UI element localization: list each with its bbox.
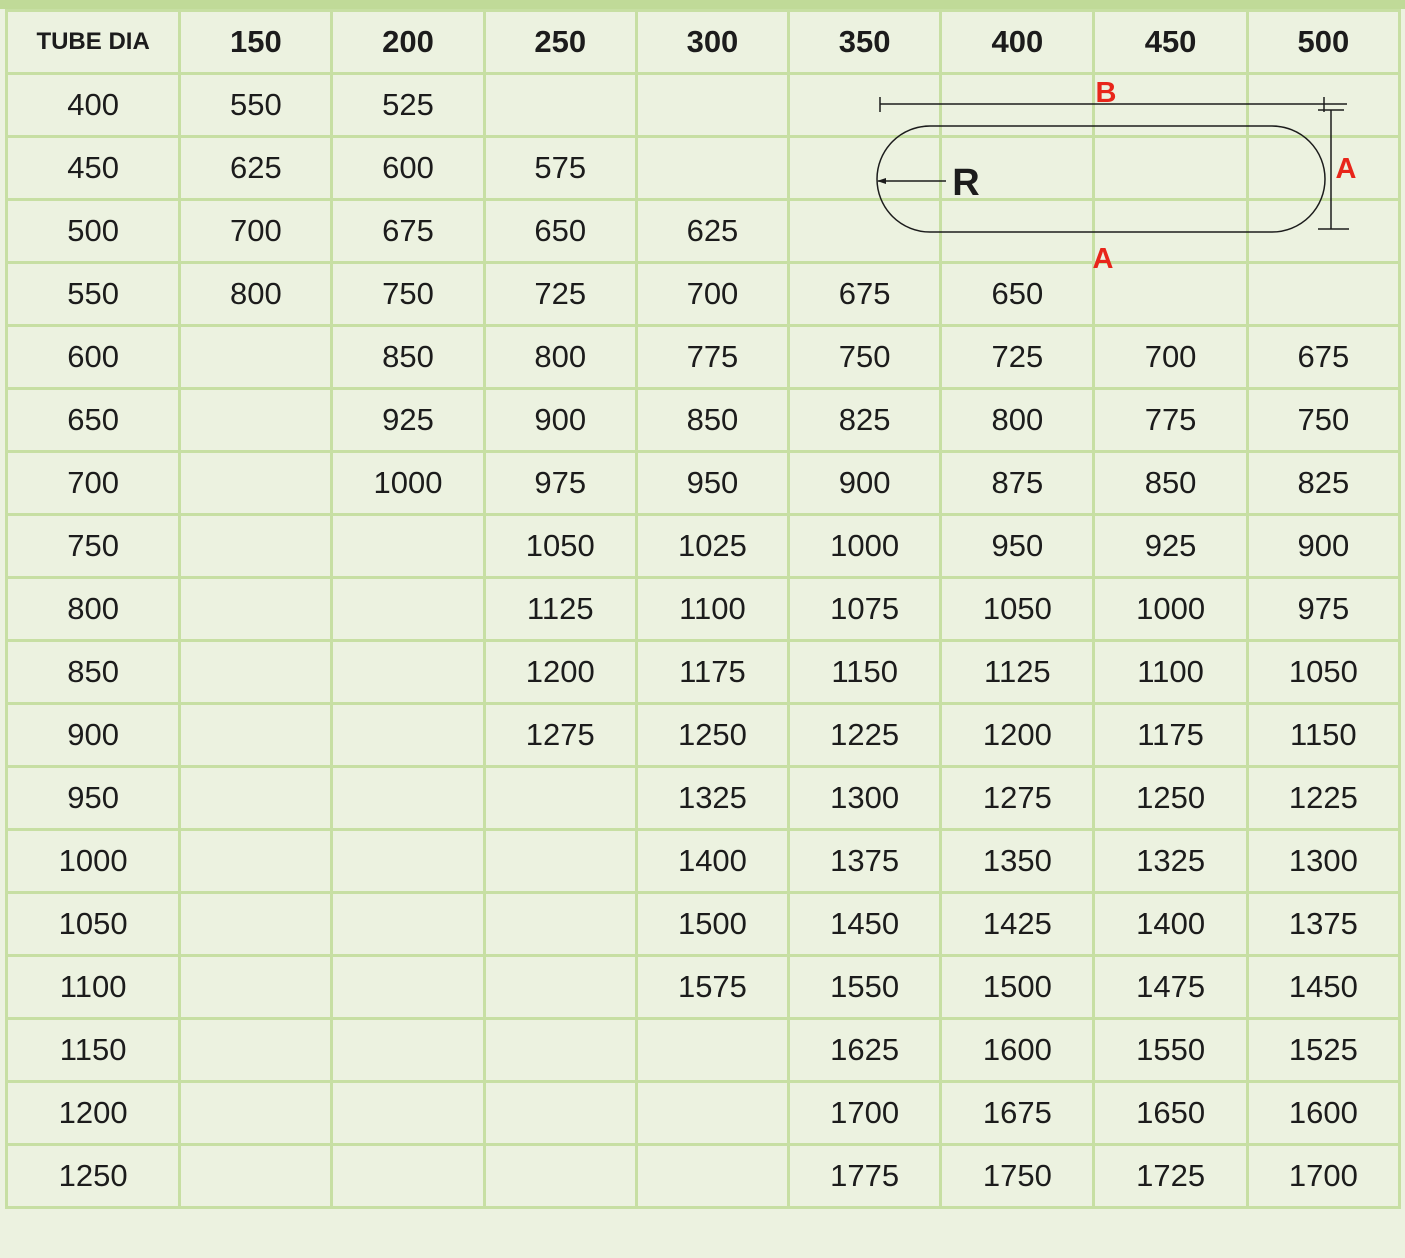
row-header-tube-dia: 450 <box>7 137 180 200</box>
column-header: 250 <box>484 11 636 74</box>
table-cell: 950 <box>941 515 1094 578</box>
table-cell: 1250 <box>1094 767 1247 830</box>
table-cell: 1600 <box>1247 1082 1399 1145</box>
table-cell: 1700 <box>1247 1145 1399 1208</box>
table-cell: 1750 <box>941 1145 1094 1208</box>
table-cell: 1050 <box>941 578 1094 641</box>
column-header: 200 <box>332 11 484 74</box>
table-cell: 675 <box>332 200 484 263</box>
table-cell: 775 <box>636 326 788 389</box>
table-row <box>7 956 1400 1019</box>
table-cell: 1275 <box>484 704 636 767</box>
table-cell: 1150 <box>789 641 941 704</box>
table-cell: 650 <box>941 263 1094 326</box>
table-row <box>7 452 1400 515</box>
row-header-tube-dia: 1050 <box>7 893 180 956</box>
table-cell <box>636 74 788 137</box>
table-row <box>7 1145 1400 1208</box>
column-header: 500 <box>1247 11 1399 74</box>
header-row <box>7 11 1400 74</box>
table-cell: 550 <box>180 74 332 137</box>
table-cell: 1375 <box>1247 893 1399 956</box>
table-cell: 1325 <box>1094 830 1247 893</box>
table-cell: 600 <box>332 137 484 200</box>
table-cell: 675 <box>1247 326 1399 389</box>
oval-duct-diagram <box>840 70 1370 280</box>
table-cell <box>484 830 636 893</box>
table-cell: 1000 <box>332 452 484 515</box>
table-cell: 625 <box>636 200 788 263</box>
table-cell: 650 <box>484 200 636 263</box>
table-cell: 1575 <box>636 956 788 1019</box>
column-header: 450 <box>1094 11 1247 74</box>
table-cell <box>484 893 636 956</box>
table-cell <box>484 956 636 1019</box>
table-cell: 850 <box>636 389 788 452</box>
table-cell: 1200 <box>484 641 636 704</box>
column-header: 350 <box>789 11 941 74</box>
row-header-tube-dia: 1100 <box>7 956 180 1019</box>
table-cell <box>332 1082 484 1145</box>
table-cell: 1150 <box>1247 704 1399 767</box>
row-header-tube-dia: 1250 <box>7 1145 180 1208</box>
table-row <box>7 389 1400 452</box>
table-cell: 800 <box>484 326 636 389</box>
row-header-tube-dia: 650 <box>7 389 180 452</box>
table-cell <box>180 767 332 830</box>
table-cell <box>332 641 484 704</box>
table-cell <box>332 767 484 830</box>
table-cell: 525 <box>332 74 484 137</box>
table-cell: 1075 <box>789 578 941 641</box>
table-cell: 1225 <box>1247 767 1399 830</box>
table-cell: 750 <box>1247 389 1399 452</box>
row-header-tube-dia: 1150 <box>7 1019 180 1082</box>
table-cell: 900 <box>484 389 636 452</box>
table-cell: 625 <box>180 137 332 200</box>
table-cell: 700 <box>180 200 332 263</box>
table-cell <box>180 1082 332 1145</box>
table-cell: 825 <box>789 389 941 452</box>
table-cell: 825 <box>1247 452 1399 515</box>
row-header-tube-dia: 550 <box>7 263 180 326</box>
table-cell <box>636 1019 788 1082</box>
table-cell <box>180 578 332 641</box>
table-cell: 900 <box>1247 515 1399 578</box>
table-cell <box>332 830 484 893</box>
table-cell: 725 <box>941 326 1094 389</box>
table-cell: 775 <box>1094 389 1247 452</box>
table-cell <box>180 326 332 389</box>
table-cell: 925 <box>332 389 484 452</box>
row-header-tube-dia: 600 <box>7 326 180 389</box>
table-cell: 1425 <box>941 893 1094 956</box>
table-cell: 575 <box>484 137 636 200</box>
table-cell: 1100 <box>1094 641 1247 704</box>
table-cell <box>636 1082 788 1145</box>
table-row <box>7 578 1400 641</box>
table-cell: 725 <box>484 263 636 326</box>
table-cell <box>332 704 484 767</box>
table-cell: 1500 <box>636 893 788 956</box>
label-a-side: A <box>1335 153 1357 185</box>
table-cell <box>180 452 332 515</box>
table-cell: 1550 <box>1094 1019 1247 1082</box>
table-cell <box>332 956 484 1019</box>
top-accent-bar <box>0 0 1405 9</box>
column-header: 150 <box>180 11 332 74</box>
table-cell: 925 <box>1094 515 1247 578</box>
row-header-tube-dia: 1000 <box>7 830 180 893</box>
table-cell: 700 <box>636 263 788 326</box>
table-cell: 1250 <box>636 704 788 767</box>
table-cell: 975 <box>1247 578 1399 641</box>
table-cell: 1450 <box>1247 956 1399 1019</box>
table-cell <box>180 1145 332 1208</box>
table-cell <box>180 641 332 704</box>
table-row <box>7 1019 1400 1082</box>
table-cell: 1775 <box>789 1145 941 1208</box>
table-cell: 850 <box>1094 452 1247 515</box>
table-cell <box>332 515 484 578</box>
label-r: R <box>952 162 980 204</box>
table-row <box>7 326 1400 389</box>
table-cell: 875 <box>941 452 1094 515</box>
table-cell: 750 <box>789 326 941 389</box>
table-cell: 1175 <box>1094 704 1247 767</box>
table-cell: 1500 <box>941 956 1094 1019</box>
table-cell: 900 <box>789 452 941 515</box>
table-cell <box>484 1145 636 1208</box>
row-header-tube-dia: 950 <box>7 767 180 830</box>
table-row <box>7 515 1400 578</box>
table-row <box>7 893 1400 956</box>
table-cell: 700 <box>1094 326 1247 389</box>
table-cell: 1100 <box>636 578 788 641</box>
table-cell: 1475 <box>1094 956 1247 1019</box>
table-cell: 975 <box>484 452 636 515</box>
table-cell <box>180 956 332 1019</box>
row-header-tube-dia: 1200 <box>7 1082 180 1145</box>
table-cell <box>484 767 636 830</box>
table-cell: 1000 <box>1094 578 1247 641</box>
r-arrow-head <box>877 178 886 184</box>
table-cell: 1300 <box>789 767 941 830</box>
table-cell: 1725 <box>1094 1145 1247 1208</box>
table-cell <box>332 1019 484 1082</box>
table-cell: 800 <box>941 389 1094 452</box>
table-cell: 800 <box>180 263 332 326</box>
table-cell <box>484 74 636 137</box>
table-cell <box>180 893 332 956</box>
row-header-tube-dia: 500 <box>7 200 180 263</box>
table-cell: 1025 <box>636 515 788 578</box>
table-cell: 675 <box>789 263 941 326</box>
table-cell <box>484 1082 636 1145</box>
table-cell: 1175 <box>636 641 788 704</box>
table-cell <box>180 1019 332 1082</box>
table-cell: 1675 <box>941 1082 1094 1145</box>
table-cell: 850 <box>332 326 484 389</box>
table-cell <box>484 1019 636 1082</box>
table-cell: 1050 <box>484 515 636 578</box>
row-header-tube-dia: 750 <box>7 515 180 578</box>
table-cell <box>636 1145 788 1208</box>
row-header-tube-dia: 700 <box>7 452 180 515</box>
table-cell: 1525 <box>1247 1019 1399 1082</box>
table-cell: 1300 <box>1247 830 1399 893</box>
table-cell: 750 <box>332 263 484 326</box>
table-cell: 1125 <box>941 641 1094 704</box>
table-row <box>7 641 1400 704</box>
table-cell: 1450 <box>789 893 941 956</box>
table-cell: 1650 <box>1094 1082 1247 1145</box>
row-header-tube-dia: 850 <box>7 641 180 704</box>
table-cell: 1400 <box>1094 893 1247 956</box>
table-cell: 1000 <box>789 515 941 578</box>
table-cell <box>636 137 788 200</box>
label-a-bottom: A <box>1092 243 1114 275</box>
table-cell <box>332 1145 484 1208</box>
table-cell: 1550 <box>789 956 941 1019</box>
table-cell: 950 <box>636 452 788 515</box>
table-cell: 1200 <box>941 704 1094 767</box>
table-cell: 1600 <box>941 1019 1094 1082</box>
table-cell: 1125 <box>484 578 636 641</box>
table-cell <box>180 515 332 578</box>
table-row <box>7 830 1400 893</box>
table-row <box>7 767 1400 830</box>
row-header-tube-dia: 900 <box>7 704 180 767</box>
table-row <box>7 704 1400 767</box>
table-cell <box>332 893 484 956</box>
table-cell <box>332 578 484 641</box>
row-header-tube-dia: 400 <box>7 74 180 137</box>
table-cell: 1700 <box>789 1082 941 1145</box>
table-row <box>7 1082 1400 1145</box>
row-header-tube-dia: 800 <box>7 578 180 641</box>
table-cell: 1275 <box>941 767 1094 830</box>
table-cell: 1325 <box>636 767 788 830</box>
label-b: B <box>1095 77 1117 109</box>
table-cell <box>180 830 332 893</box>
table-cell: 1225 <box>789 704 941 767</box>
table-cell: 1625 <box>789 1019 941 1082</box>
column-header: 400 <box>941 11 1094 74</box>
table-cell <box>180 704 332 767</box>
oval-shape <box>877 126 1325 232</box>
table-cell: 1050 <box>1247 641 1399 704</box>
table-cell: 1375 <box>789 830 941 893</box>
column-header: 300 <box>636 11 788 74</box>
table-cell <box>180 389 332 452</box>
table-cell: 1400 <box>636 830 788 893</box>
table-cell: 1350 <box>941 830 1094 893</box>
corner-header: TUBE DIA <box>7 11 180 74</box>
